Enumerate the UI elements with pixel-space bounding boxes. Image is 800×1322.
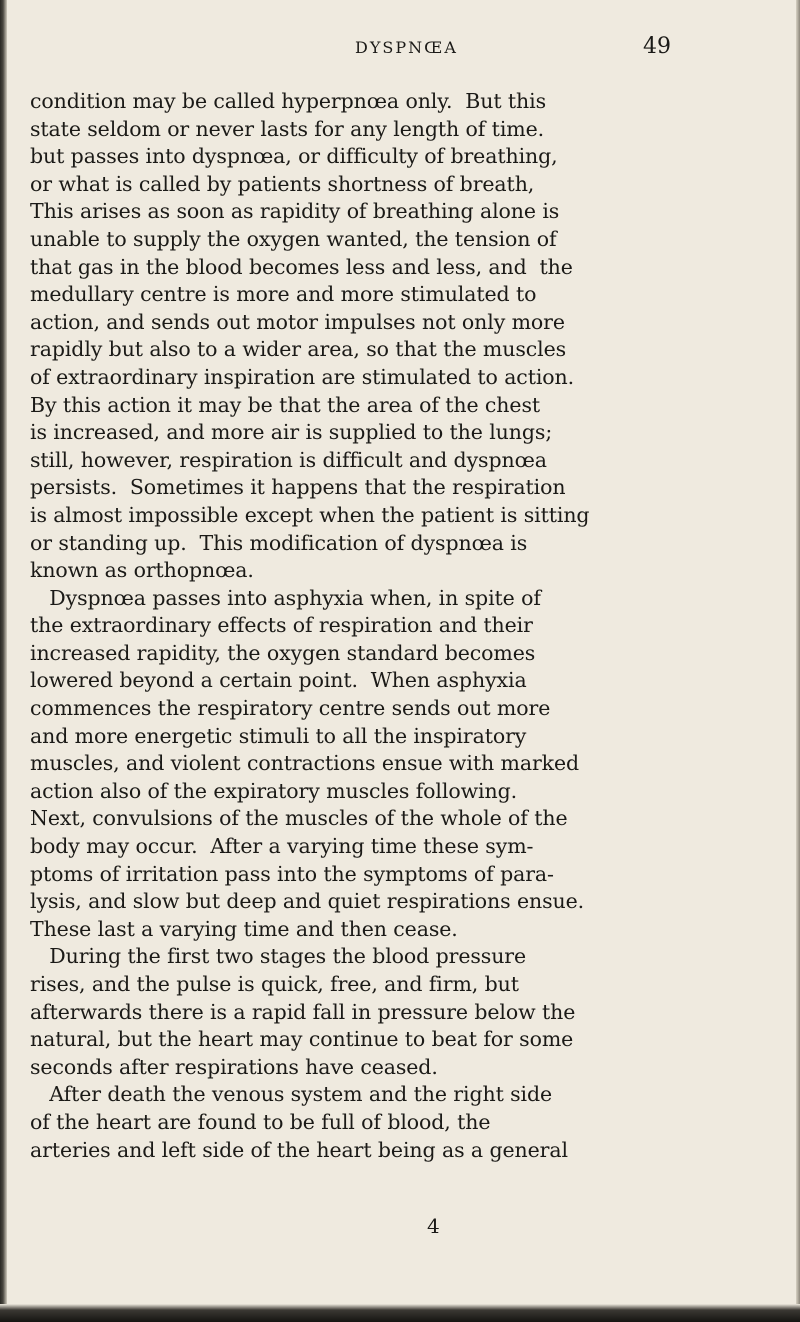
text-line: ptoms of irritation pass into the symptoms of para-: [30, 861, 554, 886]
page-number: 49: [643, 34, 671, 59]
text-line: seconds after respirations have ceased.: [30, 1054, 438, 1079]
text-line: lowered beyond a certain point. When asphyxia: [30, 668, 527, 693]
text-line: or what is called by patients shortness of breath,: [30, 171, 535, 196]
text-line: and more energetic stimuli to all the inspiratory: [30, 723, 527, 748]
text-line: By this action it may be that the area of the chest: [30, 392, 541, 417]
text-line: During the first two stages the blood pressure: [30, 944, 527, 969]
text-line: action, and sends out motor impulses not only more: [30, 309, 565, 334]
text-line: lysis, and slow but deep and quiet respirations ensue.: [30, 889, 585, 914]
running-title: DYSPNŒA: [355, 38, 458, 57]
text-line: commences the respiratory centre sends out more: [30, 696, 551, 721]
running-head: [0, 34, 800, 62]
text-line: muscles, and violent contractions ensue with marked: [30, 751, 580, 776]
text-line: is almost impossible except when the patient is sitting: [30, 502, 590, 527]
text-line: These last a varying time and then cease.: [30, 916, 458, 941]
text-line: This arises as soon as rapidity of breathing alone is: [30, 199, 560, 224]
text-line: that gas in the blood becomes less and less, and the: [30, 254, 573, 279]
text-line: but passes into dyspnœa, or difficulty of breathing,: [30, 144, 558, 169]
text-line: rises, and the pulse is quick, free, and firm, but: [30, 972, 519, 996]
text-line: rapidly but also to a wider area, so that the muscles: [30, 337, 567, 362]
text-line: body may occur. After a varying time these sym-: [30, 834, 534, 859]
text-line: or standing up. This modification of dyspnœa is: [30, 530, 528, 555]
page-bottom-edge: [0, 1304, 800, 1322]
text-line: persists. Sometimes it happens that the respiration: [30, 475, 566, 500]
text-line: condition may be called hyperpnœa only. But this: [30, 89, 546, 113]
text-line: After death the venous system and the right side: [30, 1082, 553, 1107]
text-line: state seldom or never lasts for any length of time.: [30, 116, 545, 141]
text-line: of extraordinary inspiration are stimulated to action.: [30, 364, 575, 389]
body-text: [30, 88, 782, 1164]
text-line: increased rapidity, the oxygen standard becomes: [30, 640, 536, 665]
text-line: Dyspnœa passes into asphyxia when, in spite of: [30, 585, 541, 610]
text-line: the extraordinary effects of respiration and their: [30, 613, 533, 638]
text-line: still, however, respiration is difficult and dyspnœa: [30, 447, 547, 472]
text-line: of the heart are found to be full of blood, the: [30, 1109, 491, 1134]
page-right-edge: [796, 0, 800, 1322]
text-line: action also of the expiratory muscles following.: [30, 778, 518, 803]
text-line: arteries and left side of the heart being as a general: [30, 1137, 568, 1162]
text-line: natural, but the heart may continue to beat for some: [30, 1027, 574, 1052]
text-line: medullary centre is more and more stimulated to: [30, 282, 537, 307]
text-line: known as orthopnœa.: [30, 558, 254, 583]
text-line: is increased, and more air is supplied to the lungs;: [30, 420, 553, 445]
text-line: afterwards there is a rapid fall in pressure below the: [30, 999, 576, 1024]
signature-mark: 4: [427, 1214, 440, 1238]
page-left-edge: [0, 0, 7, 1322]
text-line: unable to supply the oxygen wanted, the tension of: [30, 226, 557, 251]
text-line: Next, convulsions of the muscles of the whole of the: [30, 806, 568, 831]
